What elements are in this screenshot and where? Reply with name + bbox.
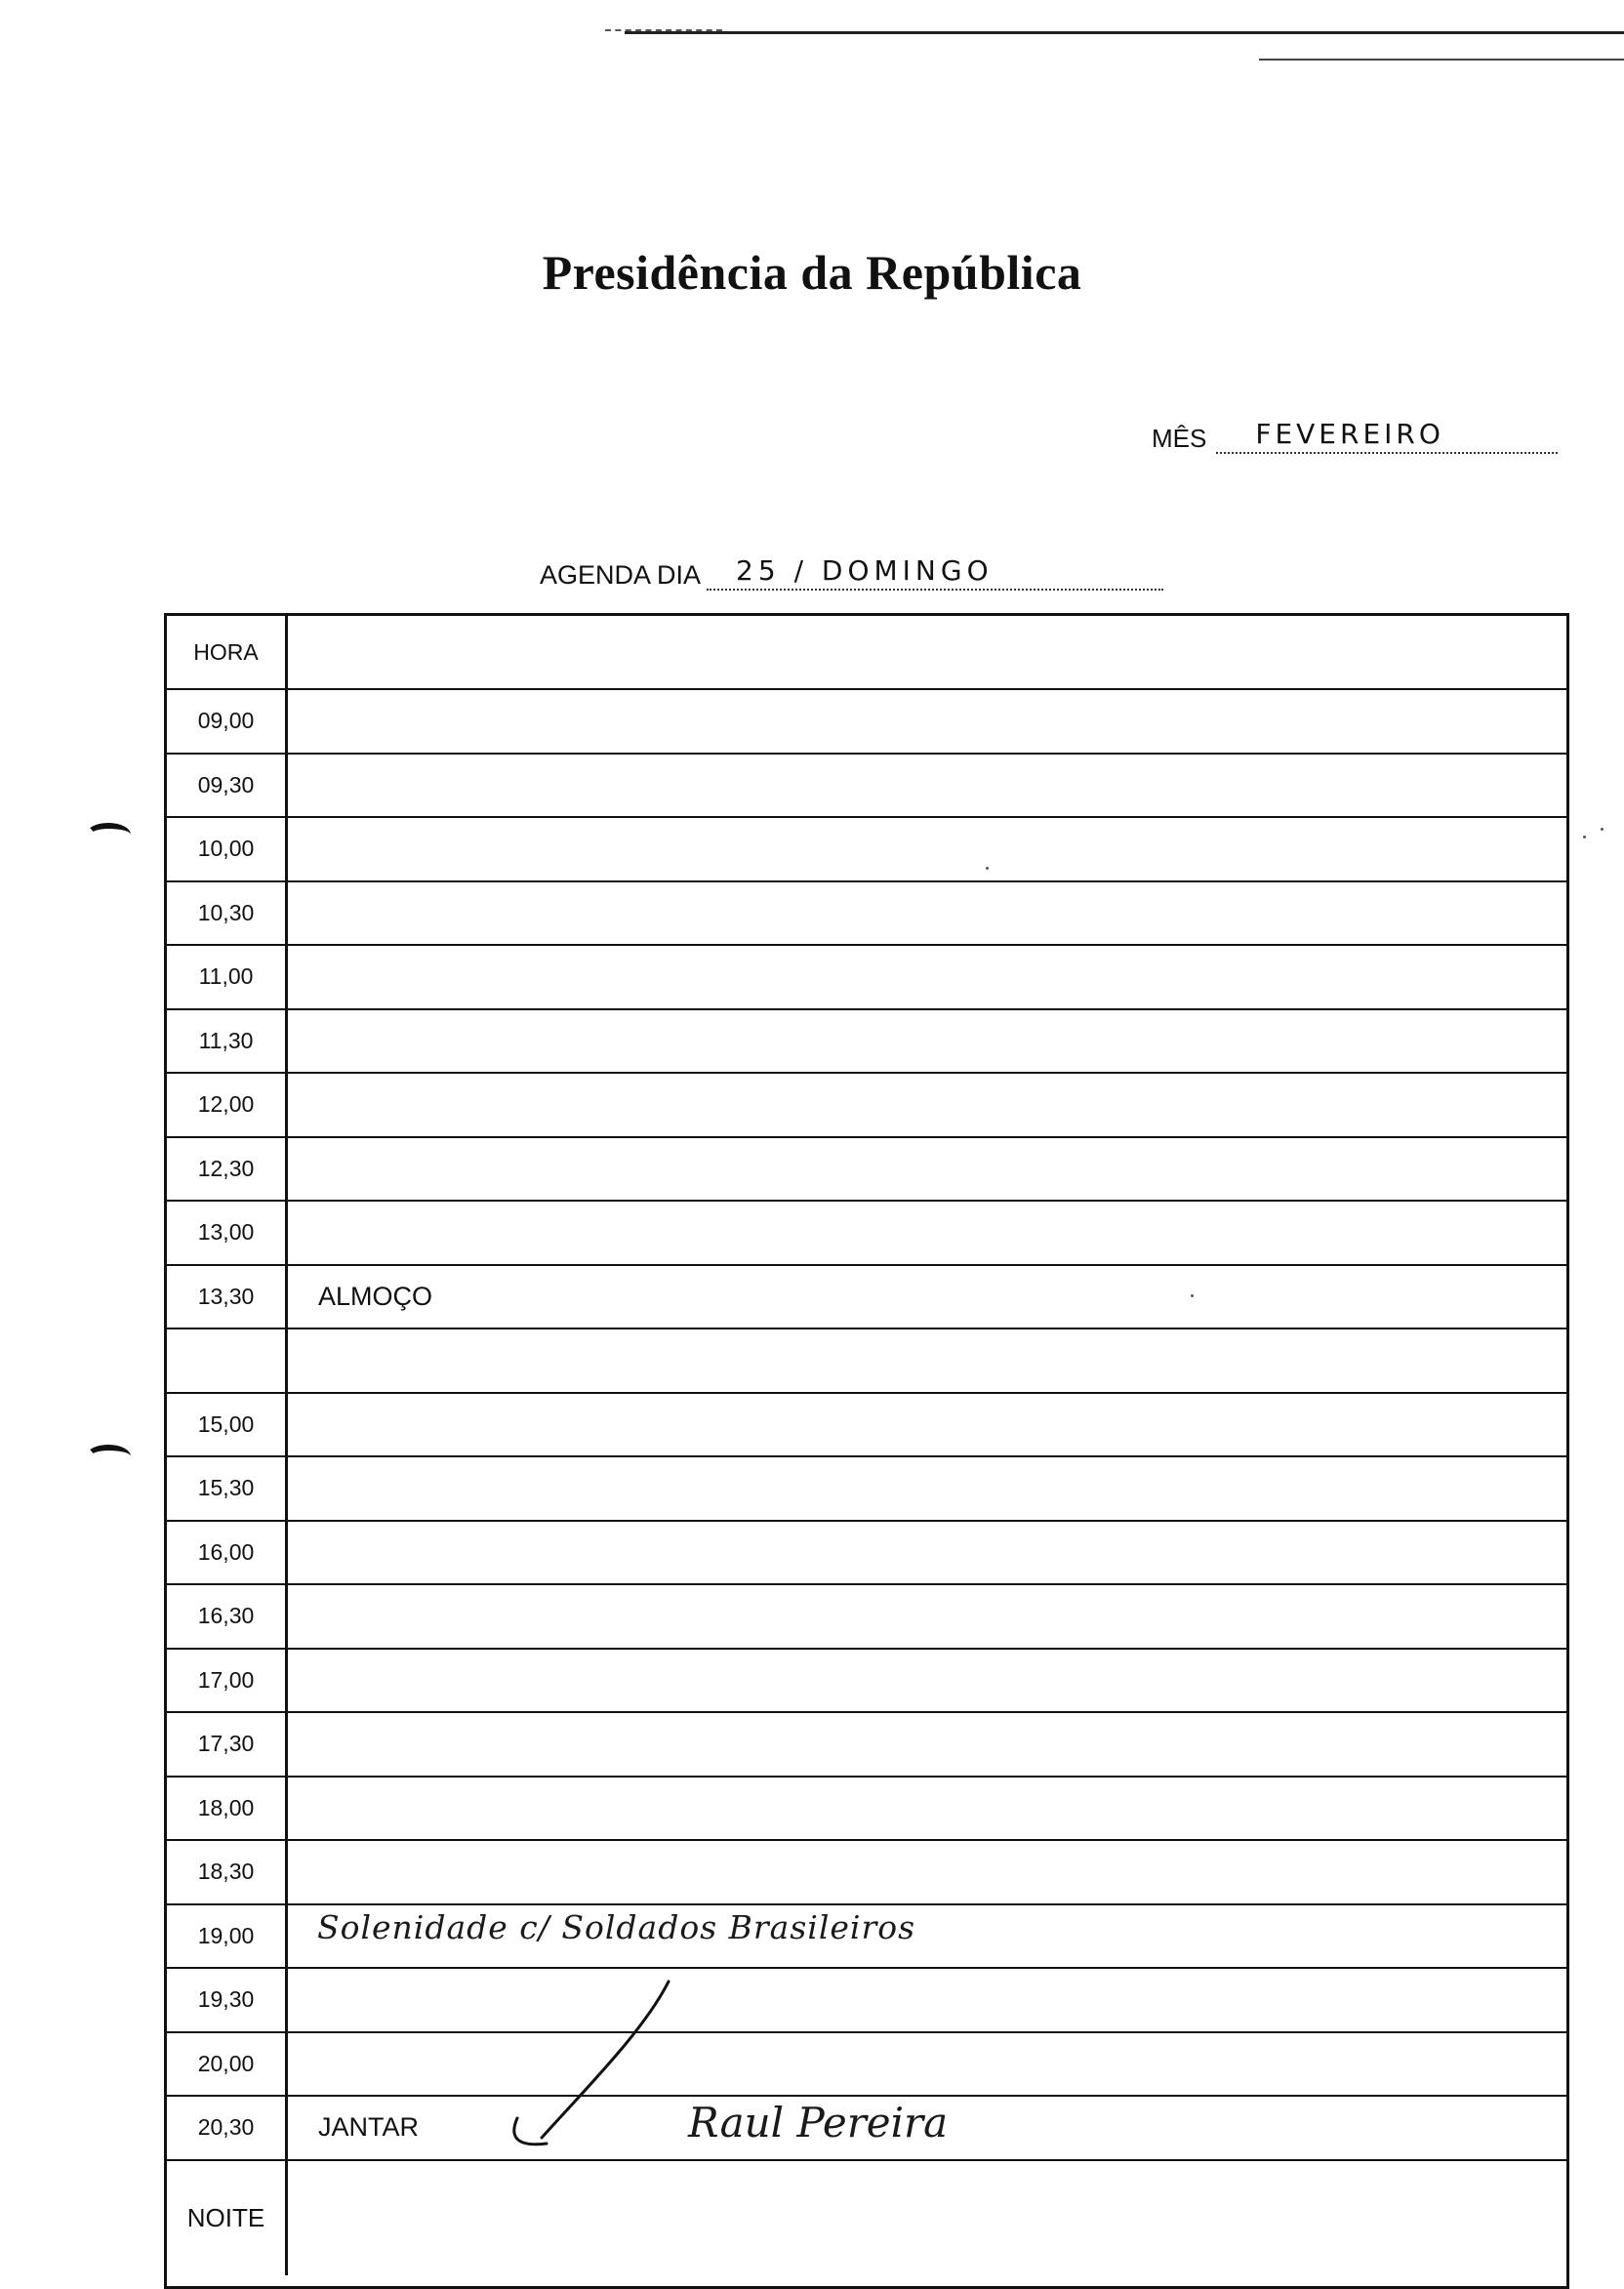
- table-row: [167, 1202, 1566, 1266]
- event-cell: [318, 1202, 1566, 1264]
- event-cell: [318, 946, 1566, 1008]
- table-row: [167, 690, 1566, 755]
- table-row: [167, 1778, 1566, 1842]
- table-row: [167, 1585, 1566, 1650]
- event-cell: [318, 1138, 1566, 1201]
- event-cell: [318, 1713, 1566, 1776]
- hora-cell: 18,00: [167, 1778, 288, 1840]
- event-cell: [318, 755, 1566, 817]
- table-row: [167, 2161, 1566, 2275]
- hora-cell: 13,30: [167, 1266, 288, 1328]
- table-row: [167, 1650, 1566, 1714]
- hora-cell: 10,30: [167, 882, 288, 945]
- month-field: [1152, 415, 1558, 454]
- hora-cell: 20,30: [167, 2097, 288, 2159]
- table-row: [167, 1266, 1566, 1330]
- binder-hole-bottom: [86, 1445, 131, 1468]
- scan-artifact-line: [625, 31, 1624, 34]
- hora-cell: 15,30: [167, 1457, 288, 1520]
- event-cell: [318, 1010, 1566, 1073]
- table-row: [167, 1969, 1566, 2033]
- scan-speck: [1583, 836, 1586, 838]
- table-row: [167, 1138, 1566, 1203]
- event-cell: JANTAR: [318, 2112, 420, 2143]
- hora-cell: 11,00: [167, 946, 288, 1008]
- hora-cell: 20,00: [167, 2033, 288, 2096]
- table-row: [167, 1457, 1566, 1522]
- event-cell: [318, 2161, 1566, 2275]
- event-cell: [318, 1841, 1566, 1903]
- table-row: [167, 882, 1566, 947]
- event-cell: [318, 1522, 1566, 1584]
- scan-speck: [1601, 828, 1604, 831]
- hora-cell: 17,00: [167, 1650, 288, 1712]
- table-row: [167, 1713, 1566, 1778]
- event-cell: [318, 818, 1566, 880]
- hora-cell: 10,00: [167, 818, 288, 880]
- table-row: [167, 1841, 1566, 1905]
- table-row: [167, 2033, 1566, 2098]
- hora-cell: 13,00: [167, 1202, 288, 1264]
- hora-cell: 09,30: [167, 755, 288, 817]
- scan-artifact-line-2: [1259, 59, 1624, 61]
- hora-cell: NOITE: [167, 2161, 288, 2275]
- hora-cell: 09,00: [167, 690, 288, 753]
- event-cell: [318, 1457, 1566, 1520]
- hora-cell: 19,00: [167, 1905, 288, 1968]
- agenda-day-fill-line: [707, 553, 1163, 591]
- table-header-row: [167, 616, 1566, 690]
- event-cell: [318, 1650, 1566, 1712]
- agenda-day-value: 25 / DOMINGO: [736, 554, 994, 587]
- event-cell: [318, 1329, 1566, 1392]
- table-row: [167, 1074, 1566, 1138]
- month-label: MÊS: [1152, 424, 1207, 453]
- event-cell: [318, 1074, 1566, 1136]
- event-cell: [318, 1585, 1566, 1648]
- table-row: [167, 755, 1566, 819]
- event-cell: [318, 1969, 1566, 2031]
- event-cell: ALMOÇO: [318, 1281, 433, 1311]
- hora-cell: 18,30: [167, 1841, 288, 1903]
- event-cell: [318, 2033, 1566, 2096]
- hora-cell: 19,30: [167, 1969, 288, 2031]
- hora-cell: 12,00: [167, 1074, 288, 1136]
- table-row: [167, 1329, 1566, 1394]
- table-row: [167, 1394, 1566, 1458]
- event-header: [318, 616, 1566, 688]
- hora-cell: 17,30: [167, 1713, 288, 1776]
- handwritten-signature: Raul Pereira: [688, 2099, 949, 2146]
- table-row: [167, 1010, 1566, 1075]
- agenda-day-field: [540, 552, 1163, 591]
- table-row: [167, 946, 1566, 1010]
- page-title: Presidência da República: [542, 245, 1082, 300]
- agenda-day-label: AGENDA DIA: [540, 560, 702, 590]
- hora-cell: 11,30: [167, 1010, 288, 1073]
- hora-cell: 12,30: [167, 1138, 288, 1201]
- event-cell: [318, 690, 1566, 753]
- event-cell: [318, 1394, 1566, 1456]
- handwritten-note-1900: Solenidade c/ Soldados Brasileiros: [317, 1908, 916, 1946]
- event-cell: [318, 1778, 1566, 1840]
- hora-cell: 16,30: [167, 1585, 288, 1648]
- hora-cell: 16,00: [167, 1522, 288, 1584]
- hora-cell: 15,00: [167, 1394, 288, 1456]
- table-row: [167, 1522, 1566, 1586]
- table-row: [167, 818, 1566, 882]
- event-cell: [318, 882, 1566, 945]
- hora-header: HORA: [167, 616, 288, 688]
- hora-cell: [167, 1329, 288, 1392]
- month-value: FEVEREIRO: [1255, 418, 1444, 450]
- month-fill-line: [1216, 417, 1558, 454]
- binder-hole-top: [86, 823, 131, 846]
- schedule-table: [164, 613, 1569, 2289]
